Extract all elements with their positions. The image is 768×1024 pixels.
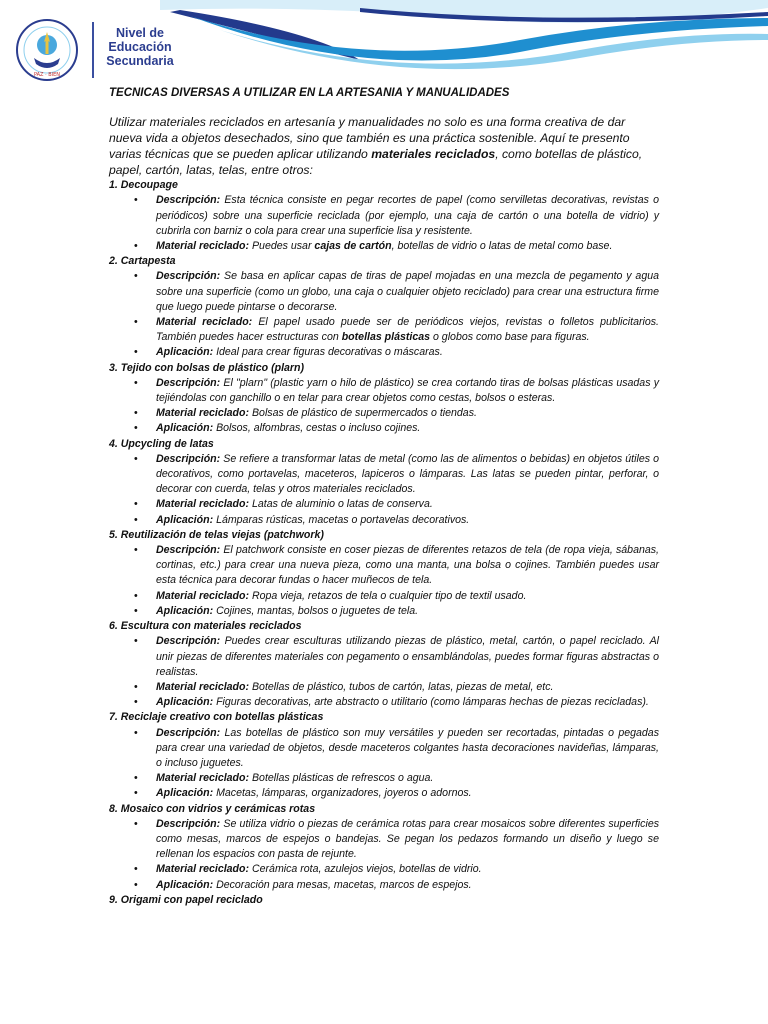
material-text: Botellas de plástico, tubos de cartón, latas, piezas de metal, etc. — [251, 680, 554, 693]
school-logo — [12, 18, 82, 82]
material-item — [156, 771, 659, 786]
technique-section — [109, 710, 659, 801]
application-label: Aplicación: — [156, 422, 214, 435]
material-text: Cerámica rota, azulejos viejos, botellas de vidrio. — [251, 863, 482, 876]
intro-text-a: Utilizar materiales reciclados en artesanía y manualidades no solo es una forma creativa de dar nueva vida a objetos desechados, sino que también es una práctica sostenible. Aquí te presento varias técnicas que se pueden aplicar utilizando — [109, 115, 630, 162]
description-text: Se refiere a transformar latas de metal (como las de alimentos o bebidas) en objetos útiles o decorativos, como portavelas, maceteros, lapiceros o lámparas. Las latas se pueden pintar, perforar, o decorar con cuerda, telas y otros materiales reciclados. — [156, 452, 659, 496]
application-text: Cojines, mantas, bolsos o juguetes de tela. — [216, 604, 419, 617]
technique-section — [109, 802, 659, 893]
material-text: Ropa vieja, retazos de tela o cualquier tipo de textil usado. — [251, 589, 527, 602]
material-text-c: , botellas de vidrio o latas de metal como base. — [391, 240, 613, 253]
description-label: Descripción: — [156, 726, 221, 739]
logo-divider — [92, 22, 94, 78]
description-text: Puedes crear esculturas utilizando piezas de plástico, metal, cartón, o papel reciclado. Al unir piezas de diferentes materiales con pegamento o ensamblándolas, puedes formar figuras abstractas o realistas. — [156, 635, 659, 678]
description-item — [156, 543, 659, 589]
application-item — [156, 513, 659, 528]
header-wave-banner — [160, 0, 768, 80]
application-item — [156, 421, 659, 436]
level-line-2: Educación — [108, 40, 172, 54]
description-item — [156, 726, 659, 772]
description-text: El "plarn" (plastic yarn o hilo de plástico) se crea cortando tiras de bolsas plásticas usadas y tejiéndolas con ganchillo o en telar para crear objetos como cestas, bolsos o esteras. — [156, 376, 659, 405]
intro-paragraph — [109, 114, 659, 178]
application-text: Decoración para mesas, macetas, marcos de espejos. — [216, 878, 472, 891]
section-title: 4. Upcycling de latas — [109, 437, 214, 450]
level-line-1: Nivel de — [116, 26, 164, 40]
application-label: Aplicación: — [156, 513, 214, 526]
material-text-a: El papel usado puede ser de periódicos viejos, revistas o folletos publicitarios. También puedes hacer estructuras con — [156, 316, 659, 344]
description-text: El patchwork consiste en coser piezas de diferentes retazos de tela (de ropa vieja, sábanas, cortinas, etc.) para crear una nueva pieza, como una manta, una bolsa o cojines. También puedes usar esta técnica para decorar fundas o hacer muñecos de tela. — [156, 544, 659, 587]
description-label: Descripción: — [156, 376, 221, 389]
document-title: TECNICAS DIVERSAS A UTILIZAR EN LA ARTESANIA Y MANUALIDADES — [109, 87, 510, 99]
material-text-c: o globos como base para figuras. — [430, 331, 590, 344]
material-label: Material reciclado: — [156, 589, 250, 602]
application-text: Figuras decorativas, arte abstracto o utilitario (como lámparas hechas de piezas recicladas). — [216, 696, 649, 709]
description-item — [156, 193, 659, 239]
section-title: 2. Cartapesta — [109, 255, 176, 268]
application-item — [156, 695, 659, 710]
description-label: Descripción: — [156, 544, 221, 557]
description-text: Esta técnica consiste en pegar recortes de papel (como servilletas decorativas, revistas o periódicos) sobre una superficie reciclada (por ejemplo, una caja de cartón o una botella de vidrio) y cubrirla con barniz o cola para crear una superficie lisa y resistente. — [156, 194, 659, 237]
description-item — [156, 452, 659, 498]
technique-section — [109, 619, 659, 710]
application-label: Aplicación: — [156, 696, 214, 709]
intro-text-bold: materiales reciclados — [371, 147, 496, 162]
application-item — [156, 786, 659, 801]
technique-section — [109, 437, 659, 528]
technique-section — [109, 254, 659, 360]
section-title: 5. Reutilización de telas viejas (patchwork) — [109, 528, 324, 541]
material-label: Material reciclado: — [156, 772, 250, 785]
material-item — [156, 862, 659, 877]
technique-section — [109, 528, 659, 619]
document-body — [109, 86, 659, 908]
technique-section — [109, 361, 659, 437]
application-text: Macetas, lámparas, organizadores, joyeros o adornos. — [216, 787, 472, 800]
section-title: 1. Decoupage — [109, 179, 178, 192]
application-label: Aplicación: — [156, 878, 214, 891]
description-label: Descripción: — [156, 817, 221, 830]
material-item — [156, 589, 659, 604]
material-text: Latas de aluminio o latas de conserva. — [251, 498, 433, 511]
application-label: Aplicación: — [156, 346, 214, 359]
material-label: Material reciclado: — [156, 240, 250, 253]
material-text-a: Puedes usar — [251, 240, 315, 253]
application-item — [156, 604, 659, 619]
section-title: 7. Reciclaje creativo con botellas plásticas — [109, 711, 324, 724]
material-text-bold: botellas plásticas — [341, 331, 431, 344]
material-item — [156, 497, 659, 512]
material-item — [156, 680, 659, 695]
application-item — [156, 345, 659, 360]
material-item — [156, 239, 659, 254]
section-title: 8. Mosaico con vidrios y cerámicas rotas — [109, 802, 316, 815]
material-label: Material reciclado: — [156, 498, 250, 511]
material-text: Botellas plásticas de refrescos o agua. — [251, 772, 434, 785]
section-title: 9. Origami con papel reciclado — [109, 893, 263, 906]
technique-section — [109, 178, 659, 254]
description-label: Descripción: — [156, 194, 221, 207]
application-label: Aplicación: — [156, 604, 214, 617]
section-title: 3. Tejido con bolsas de plástico (plarn) — [109, 361, 305, 374]
application-text: Ideal para crear figuras decorativas o máscaras. — [216, 346, 443, 359]
application-text: Lámparas rústicas, macetas o portavelas decorativos. — [216, 513, 470, 526]
description-label: Descripción: — [156, 270, 221, 283]
material-label: Material reciclado: — [156, 316, 253, 329]
description-item — [156, 376, 659, 406]
description-label: Descripción: — [156, 452, 221, 465]
material-text-bold: cajas de cartón — [314, 240, 392, 253]
material-text: Bolsas de plástico de supermercados o tiendas. — [251, 407, 477, 420]
material-label: Material reciclado: — [156, 680, 250, 693]
level-line-3: Secundaria — [106, 54, 174, 68]
description-label: Descripción: — [156, 635, 221, 648]
technique-section — [109, 893, 659, 908]
material-item — [156, 406, 659, 421]
material-label: Material reciclado: — [156, 863, 250, 876]
intro-text-c: , como botellas de plástico, papel, cartón, latas, telas, entre otros: — [109, 147, 643, 178]
description-text: Las botellas de plástico son muy versátiles y pueden ser recortadas, pintadas o pegadas para crear una variedad de objetos, desde maceteros colgantes hasta decoraciones navideñas, lámparas, o incluso juguetes. — [156, 726, 659, 769]
section-title: 6. Escultura con materiales reciclados — [109, 620, 302, 633]
description-text: Se utiliza vidrio o piezas de cerámica rotas para crear mosaicos sobre diferentes superficies como mesas, marcos de espejos o bandejas. Se pegan los pedazos formando un diseño y luego se rellenan los espacios con pasta de rejunte. — [156, 817, 660, 861]
material-item — [156, 315, 659, 345]
description-text: Se basa en aplicar capas de tiras de papel mojadas en una mezcla de pegamento y agua sobre una superficie (como un globo, una caja o cualquier objeto reciclado) para crear una estructura firme que luego puede pintarse o decorarse. — [156, 270, 659, 313]
application-label: Aplicación: — [156, 787, 214, 800]
description-item — [156, 634, 659, 680]
application-text: Bolsos, alfombras, cestas o incluso cojines. — [216, 422, 421, 435]
application-item — [156, 878, 659, 893]
material-label: Material reciclado: — [156, 407, 250, 420]
svg-text:PAZ · BIEN: PAZ · BIEN — [33, 72, 61, 78]
description-item — [156, 817, 659, 863]
page-header — [0, 0, 768, 85]
description-item — [156, 269, 659, 315]
